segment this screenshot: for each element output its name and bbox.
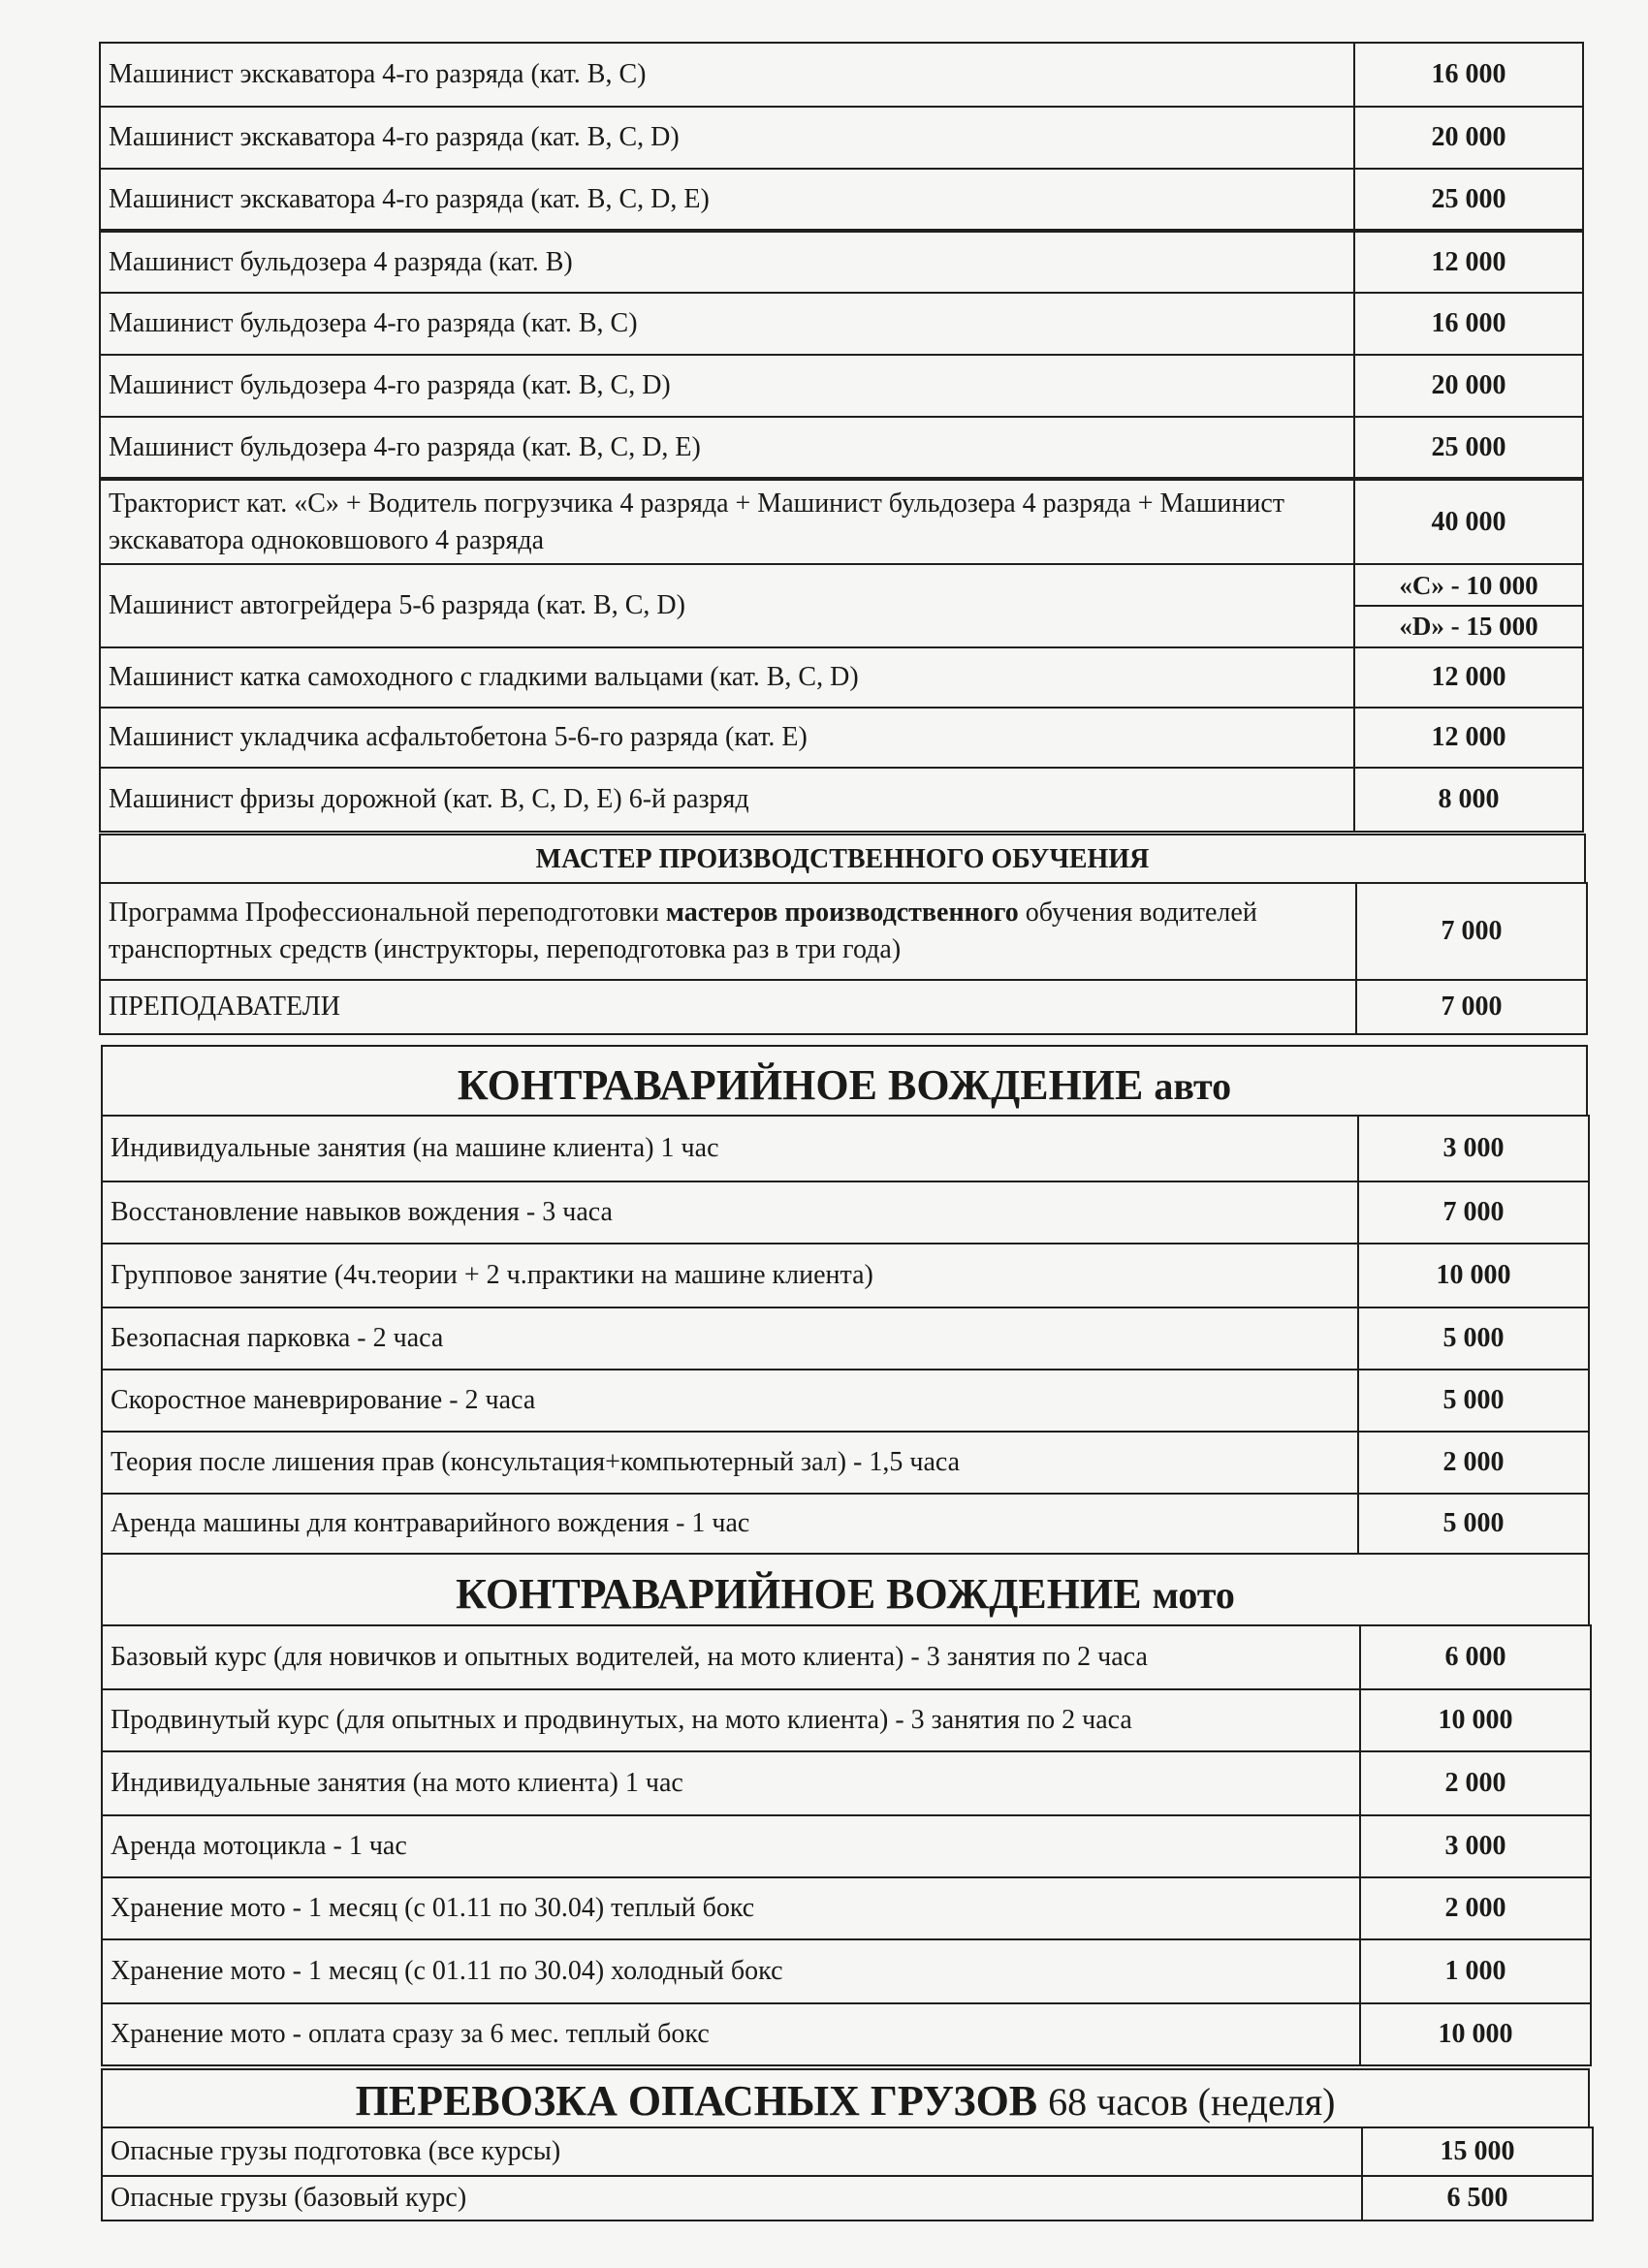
table-row [100,107,1583,169]
service-price: 6 000 [1360,1625,1591,1689]
table-row [102,1939,1591,2003]
table-row [102,2003,1591,2065]
service-name: ПРЕПОДАВАТЕЛИ [100,980,1356,1034]
service-price: 5 000 [1358,1370,1589,1432]
danger-title-main: ПЕРЕВОЗКА ОПАСНЫХ ГРУЗОВ [355,2077,1038,2125]
service-price: 12 000 [1354,708,1583,768]
moto-section-heading [101,1553,1590,1626]
service-name: Машинист бульдозера 4 разряда (кат. В) [100,231,1354,293]
service-name: Безопасная парковка - 2 часа [102,1307,1358,1370]
table-row [100,564,1583,647]
table-row [100,479,1583,564]
service-name: Машинист бульдозера 4-го разряда (кат. В, С, D, E) [100,417,1354,479]
service-price: 10 000 [1360,1689,1591,1751]
service-name: Машинист катка самоходного с гладкими вальцами (кат. В, С, D) [100,647,1354,708]
service-price: 12 000 [1354,647,1583,708]
moto-title-main: КОНТРАВАРИЙНОЕ ВОЖДЕНИЕ [456,1570,1142,1618]
master-table [99,882,1588,1035]
program-text-post: обучения водителей транспортных средств (инструкторы, переподготовка раз в три года) [109,898,1257,964]
service-name: Аренда машины для контраварийного вождения - 1 час [102,1494,1358,1554]
table-row [100,355,1583,417]
table-row [102,1815,1591,1877]
moto-title-tail: мото [1152,1573,1235,1617]
service-name: Индивидуальные занятия (на машине клиента) 1 час [102,1116,1358,1181]
table-row [102,1751,1591,1815]
table-row [102,1116,1589,1181]
service-price: 10 000 [1358,1244,1589,1307]
service-price: 40 000 [1354,479,1583,564]
danger-section-heading [101,2068,1590,2128]
service-price: 2 000 [1358,1432,1589,1494]
service-price: 5 000 [1358,1494,1589,1554]
danger-table [101,2126,1594,2221]
service-price: 2 000 [1360,1751,1591,1815]
table-row [102,1181,1589,1244]
table-row [100,293,1583,355]
table-row [100,417,1583,479]
service-name: Продвинутый курс (для опытных и продвинутых, на мото клиента) - 3 занятия по 2 часа [102,1689,1360,1751]
service-name [100,883,1356,980]
service-name: Хранение мото - оплата сразу за 6 мес. теплый бокс [102,2003,1360,2065]
auto-title-tail: авто [1154,1064,1232,1108]
price-category-d: «D» - 15 000 [1399,611,1538,641]
service-name: Базовый курс (для новичков и опытных водителей, на мото клиента) - 3 занятия по 2 часа [102,1625,1360,1689]
service-price: 7 000 [1358,1181,1589,1244]
service-price: 20 000 [1354,107,1583,169]
service-name: Машинист экскаватора 4-го разряда (кат. В, С) [100,43,1354,107]
service-price: 7 000 [1356,883,1587,980]
price-category-c: «С» - 10 000 [1355,566,1582,606]
program-text-pre: Программа Профессиональной переподготовки [109,898,666,928]
service-price-split [1354,564,1583,647]
table-row [102,2176,1593,2221]
service-name: Машинист укладчика асфальтобетона 5-6-го разряда (кат. Е) [100,708,1354,768]
table-row [102,1370,1589,1432]
table-row [102,1625,1591,1689]
table-row [100,231,1583,293]
service-name: Тракторист кат. «С» + Водитель погрузчика 4 разряда + Машинист бульдозера 4 разряда + Машинист экскаватора одноковшового 4 разряда [100,479,1354,564]
table-row [100,883,1587,980]
table-row [100,980,1587,1034]
auto-title-main: КОНТРАВАРИЙНОЕ ВОЖДЕНИЕ [457,1061,1144,1109]
service-name: Машинист бульдозера 4-го разряда (кат. В, С, D) [100,355,1354,417]
service-name: Аренда мотоцикла - 1 час [102,1815,1360,1877]
service-name: Машинист фризы дорожной (кат. В, С, D, E) 6-й разряд [100,768,1354,832]
service-name: Машинист экскаватора 4-го разряда (кат. В, С, D, E) [100,169,1354,231]
auto-table [101,1115,1590,1555]
service-price: 15 000 [1362,2127,1593,2176]
service-price: 3 000 [1358,1116,1589,1181]
service-name: Восстановление навыков вождения - 3 часа [102,1181,1358,1244]
table-row [102,1494,1589,1554]
service-price: 25 000 [1354,169,1583,231]
table-row [102,1877,1591,1939]
service-price: 12 000 [1354,231,1583,293]
danger-title-tail: 68 часов (неделя) [1048,2080,1336,2124]
service-name: Групповое занятие (4ч.теории + 2 ч.практики на машине клиента) [102,1244,1358,1307]
service-price: 2 000 [1360,1877,1591,1939]
service-name: Индивидуальные занятия (на мото клиента) 1 час [102,1751,1360,1815]
table-row [102,1689,1591,1751]
operators-table [99,42,1584,833]
table-row [100,708,1583,768]
service-price: 1 000 [1360,1939,1591,2003]
master-section-heading: МАСТЕР ПРОИЗВОДСТВЕННОГО ОБУЧЕНИЯ [99,834,1586,884]
service-price: 16 000 [1354,293,1583,355]
table-row [102,2127,1593,2176]
service-price: 25 000 [1354,417,1583,479]
service-name: Хранение мото - 1 месяц (с 01.11 по 30.04) холодный бокс [102,1939,1360,2003]
service-name: Машинист экскаватора 4-го разряда (кат. В, С, D) [100,107,1354,169]
service-name: Машинист автогрейдера 5-6 разряда (кат. В, С, D) [100,564,1354,647]
service-price: 8 000 [1354,768,1583,832]
service-price: 7 000 [1356,980,1587,1034]
service-name: Опасные грузы (базовый курс) [102,2176,1362,2221]
table-row [100,768,1583,832]
service-name: Теория после лишения прав (консультация+компьютерный зал) - 1,5 часа [102,1432,1358,1494]
program-text-bold: мастеров производственного [665,898,1019,928]
service-price: 6 500 [1362,2176,1593,2221]
service-price: 5 000 [1358,1307,1589,1370]
moto-table [101,1624,1592,2066]
service-price: 20 000 [1354,355,1583,417]
service-price: 16 000 [1354,43,1583,107]
service-name: Опасные грузы подготовка (все курсы) [102,2127,1362,2176]
table-row [100,647,1583,708]
table-row [102,1432,1589,1494]
service-price: 3 000 [1360,1815,1591,1877]
table-row [102,1307,1589,1370]
service-name: Машинист бульдозера 4-го разряда (кат. В, С) [100,293,1354,355]
table-row [100,43,1583,107]
table-row [102,1244,1589,1307]
auto-section-heading [101,1045,1588,1117]
service-price: 10 000 [1360,2003,1591,2065]
service-name: Скоростное маневрирование - 2 часа [102,1370,1358,1432]
service-name: Хранение мото - 1 месяц (с 01.11 по 30.04) теплый бокс [102,1877,1360,1939]
table-row [100,169,1583,231]
